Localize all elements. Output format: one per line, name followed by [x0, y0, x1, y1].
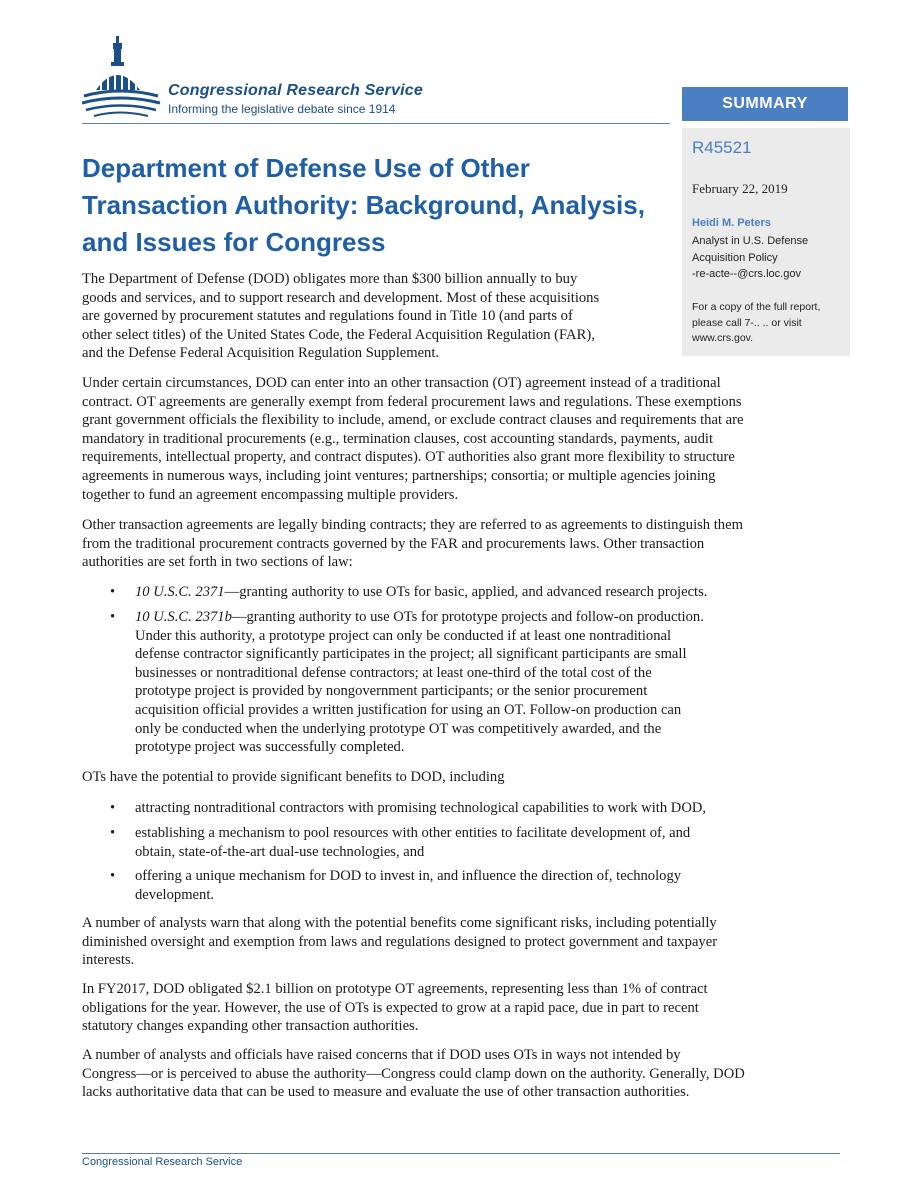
text-line: businesses or nontraditional defense contractors; at least one-third of the total cost of the	[135, 664, 652, 681]
text-line: other select titles) of the United States Code, the Federal Acquisition Regulation (FAR),	[82, 326, 595, 343]
text-line: —granting authority to use OTs for prototype projects and follow-on production.	[231, 609, 704, 625]
capitol-dome-icon	[82, 34, 162, 120]
title-line: Transaction Authority: Background, Analysis,	[82, 190, 645, 220]
benefits-intro	[82, 768, 505, 787]
page-footer: Congressional Research Service	[82, 1156, 243, 1168]
text-line: The Department of Defense (DOD) obligates more than $300 billion annually to buy	[82, 271, 578, 287]
text-line: Congress—or is perceived to abuse the authority—Congress could clamp down on the authority. Generally, DOD	[82, 1065, 745, 1082]
author-info	[692, 233, 844, 283]
org-tagline: Informing the legislative debate since 1914	[168, 102, 396, 116]
text-line: grant government officials the flexibility to include, amend, or exclude contract clauses and requirements that are	[82, 412, 744, 429]
text-line: development.	[135, 886, 215, 903]
author-email[interactable]: -re-acte--@crs.loc.gov	[692, 268, 801, 280]
text-line: statutory changes expanding other transaction authorities.	[82, 1018, 419, 1035]
copy-note	[692, 300, 846, 347]
risks-paragraph	[82, 914, 717, 970]
text-line: attracting nontraditional contractors with promising technological capabilities to work with DOD,	[135, 800, 707, 816]
text-line: goods and services, and to support research and development. Most of these acquisitions	[82, 289, 600, 306]
text-line: authorities are set forth in two sections of law:	[82, 554, 353, 571]
header-divider	[82, 123, 670, 124]
text-line: together to fund an agreement encompassing multiple providers.	[82, 486, 459, 503]
statute-citation: 10 U.S.C. 2371	[135, 584, 225, 600]
text-line: establishing a mechanism to pool resources with other entities to facilitate development of, and	[135, 825, 691, 841]
text-line: agreements in numerous ways, including joint ventures; partnerships; consortia; or multiple agencies joining	[82, 467, 716, 484]
text-line: mandatory in traditional procurements (e.g., termination clauses, cost accounting standards, payments, audit	[82, 430, 714, 447]
summary-side-panel	[682, 128, 850, 356]
author-title-line: Acquisition Policy	[692, 251, 778, 264]
text-line: are governed by procurement statutes and regulations found in Title 10 (and parts of	[82, 308, 573, 325]
crs-logo	[82, 34, 482, 124]
footer-divider	[82, 1153, 840, 1154]
statute-citation: 10 U.S.C. 2371b	[135, 609, 232, 625]
text-line: diminished oversight and exemption from laws and regulations designed to protect government and taxpayer	[82, 933, 718, 950]
legal-basis-paragraph	[82, 516, 743, 572]
text-line: only be conducted when the underlying prototype OT was competitively awarded, and the	[135, 720, 662, 737]
text-line: Under this authority, a prototype project can only be conducted if at least one nontraditional	[135, 627, 672, 644]
summary-label: SUMMARY	[682, 87, 848, 121]
obligations-paragraph	[82, 980, 708, 1036]
text-line: OTs have the potential to provide significant benefits to DOD, including	[82, 769, 505, 785]
text-line: from the traditional procurement contracts governed by the FAR and procurements laws. Other transaction	[82, 535, 705, 552]
report-date: February 22, 2019	[692, 181, 788, 196]
text-line: A number of analysts warn that along with the potential benefits come significant risks, including potentially	[82, 915, 717, 931]
title-line: Department of Defense Use of Other	[82, 153, 530, 183]
ot-agreements-paragraph	[82, 374, 743, 504]
bullet-glyph: •	[110, 584, 116, 600]
text-line: defense contractor significantly participates in the project; all significant participants are small	[135, 646, 687, 663]
text-line: requirements, intellectual property, and contract disputes). OT authorities also grant more flexibility to structure	[82, 449, 735, 466]
text-line: prototype project is provided by nongovernment participants; or the senior procurement	[135, 683, 648, 700]
copy-note-line: please call 7-.. .. or visit	[692, 316, 802, 329]
concerns-paragraph	[82, 1046, 745, 1102]
copy-note-link[interactable]: www.crs.gov.	[692, 332, 754, 344]
report-number: R45521	[692, 138, 752, 157]
text-line: Other transaction agreements are legally binding contracts; they are referred to as agreements to distinguish them	[82, 517, 743, 533]
intro-paragraph	[82, 270, 599, 363]
title-line: and Issues for Congress	[82, 227, 386, 257]
text-line: In FY2017, DOD obligated $2.1 billion on prototype OT agreements, representing less than 1% of contract	[82, 981, 708, 997]
text-line: interests.	[82, 952, 135, 969]
document-title	[82, 150, 672, 261]
text-line: and the Defense Federal Acquisition Regulation Supplement.	[82, 345, 440, 362]
text-line: contract. OT agreements are generally exempt from federal procurement laws and regulations. These exemptions	[82, 393, 742, 410]
author-name: Heidi M. Peters	[692, 217, 771, 229]
bullet-glyph: •	[110, 825, 116, 841]
text-line: obtain, state-of-the-art dual-use technologies, and	[135, 843, 425, 860]
text-line: acquisition official provides a written justification for using an OT. Follow-on production can	[135, 701, 682, 718]
text-line: obligations for the year. However, the use of OTs is expected to grow at a rapid pace, due in part to recent	[82, 999, 699, 1016]
bullet-glyph: •	[110, 868, 116, 884]
text-line: Under certain circumstances, DOD can enter into an other transaction (OT) agreement instead of a traditional	[82, 375, 721, 391]
bullet-glyph: •	[110, 800, 116, 816]
text-line: offering a unique mechanism for DOD to invest in, and influence the direction of, technology	[135, 868, 682, 884]
copy-note-line: For a copy of the full report,	[692, 301, 821, 313]
text-line: lacks authoritative data that can be used to measure and evaluate the use of other transaction authorities.	[82, 1084, 690, 1101]
org-name: Congressional Research Service	[168, 82, 424, 99]
text-line: A number of analysts and officials have raised concerns that if DOD uses OTs in ways not intended by	[82, 1047, 681, 1063]
text-line: prototype project was successfully completed.	[135, 739, 405, 756]
author-title-line: Analyst in U.S. Defense	[692, 235, 809, 247]
text-line: —granting authority to use OTs for basic, applied, and advanced research projects.	[224, 584, 708, 600]
bullet-glyph: •	[110, 609, 116, 625]
